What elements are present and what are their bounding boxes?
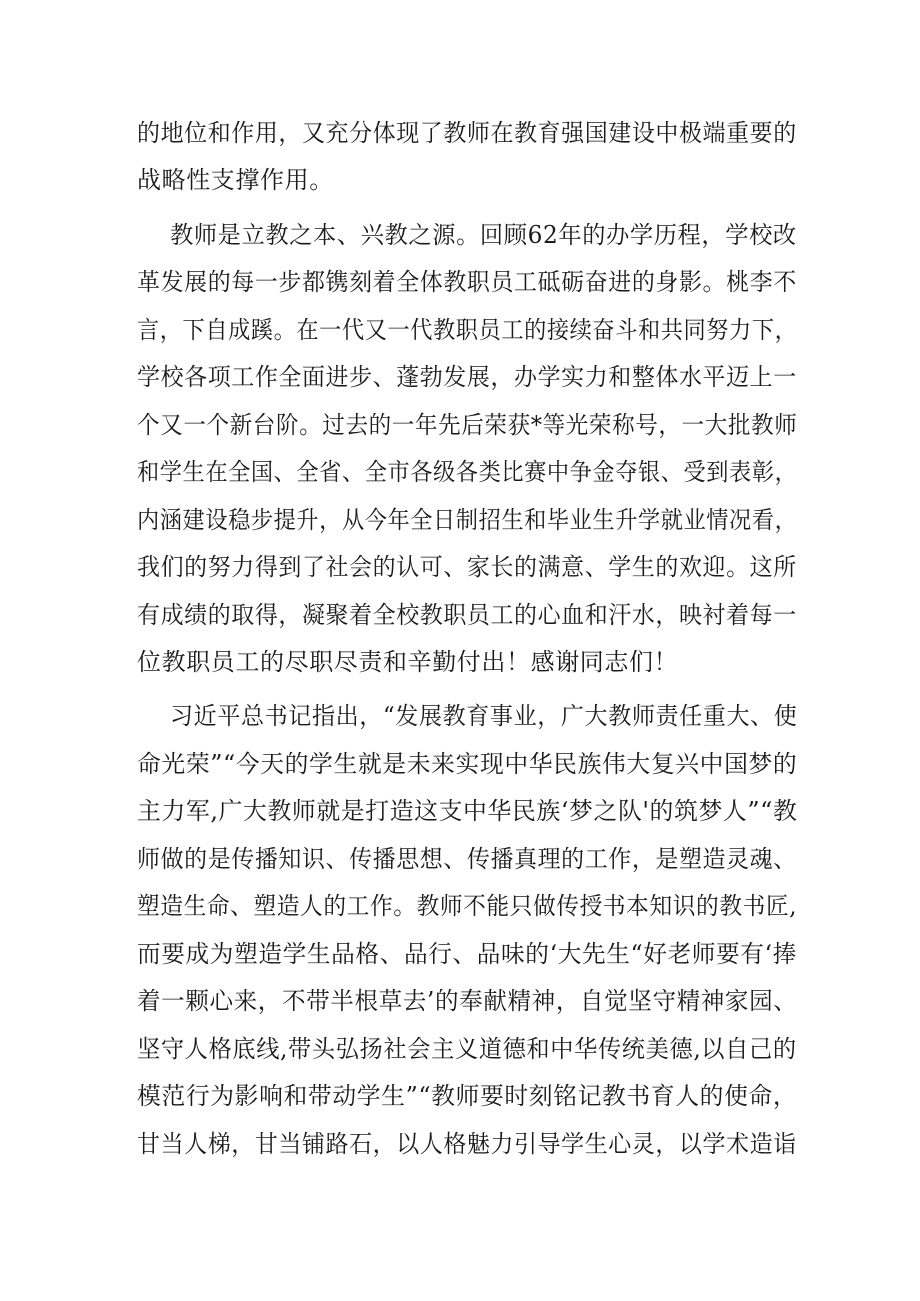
text-line: 教师是立教之本、兴教之源。回顾62年的办学历程，学校改 — [170, 221, 797, 249]
text-line: 习近平总书记指出，“发展教育事业，广大教师责任重大、使 — [170, 702, 798, 730]
text-line: 有成绩的取得，凝聚着全校教职员工的心血和汗水，映衬着每一 — [137, 601, 797, 629]
text-line: 战略性支撑作用。 — [137, 166, 334, 194]
text-line: 革发展的每一步都镌刻着全体教职员工砥砺奋进的身影。桃李不 — [137, 268, 797, 296]
text-line: 坚守人格底线,带头弘扬社会主义道德和中华传统美德,以自己的 — [137, 1035, 797, 1063]
text-line: 甘当人梯，甘当铺路石，以人格魅力引导学生心灵，以学术造诣 — [137, 1130, 797, 1158]
text-line: 位教职员工的尽职尽责和辛勤付出！感谢同志们！ — [137, 648, 679, 676]
text-line: 模范行为影响和带动学生”“教师要时刻铭记教书育人的使命， — [137, 1082, 798, 1110]
text-line: 和学生在全国、全省、全市各级各类比赛中争金夺银、受到表彰， — [137, 458, 798, 486]
text-line: 的地位和作用，又充分体现了教师在教育强国建设中极端重要的 — [137, 119, 797, 147]
text-line: 命光荣”“今天的学生就是未来实现中华民族伟大复兴中国梦的 — [137, 750, 798, 778]
text-line: 学校各项工作全面进步、蓬勃发展，办学实力和整体水平迈上一 — [137, 363, 797, 391]
text-line: 主力军,广大教师就是打造这支中华民族‘梦之队'的筑梦人”“教 — [137, 797, 798, 825]
text-line: 而要成为塑造学生品格、品行、品味的‘大先生“好老师要有‘捧 — [137, 940, 797, 968]
text-line: 着一颗心来，不带半根草去’的奉献精神，自觉坚守精神家园、 — [137, 987, 798, 1015]
text-line: 塑造生命、塑造人的工作。教师不能只做传授书本知识的教书匠, — [137, 892, 798, 920]
text-line: 师做的是传播知识、传播思想、传播真理的工作，是塑造灵魂、 — [137, 845, 797, 873]
text-line: 个又一个新台阶。过去的一年先后荣获*等光荣称号，一大批教师 — [137, 411, 798, 439]
text-line: 我们的努力得到了社会的认可、家长的满意、学生的欢迎。这所 — [137, 553, 797, 581]
text-line: 言，下自成蹊。在一代又一代教职员工的接续奋斗和共同努力下， — [137, 316, 798, 344]
text-line: 内涵建设稳步提升，从今年全日制招生和毕业生升学就业情况看， — [137, 506, 798, 534]
